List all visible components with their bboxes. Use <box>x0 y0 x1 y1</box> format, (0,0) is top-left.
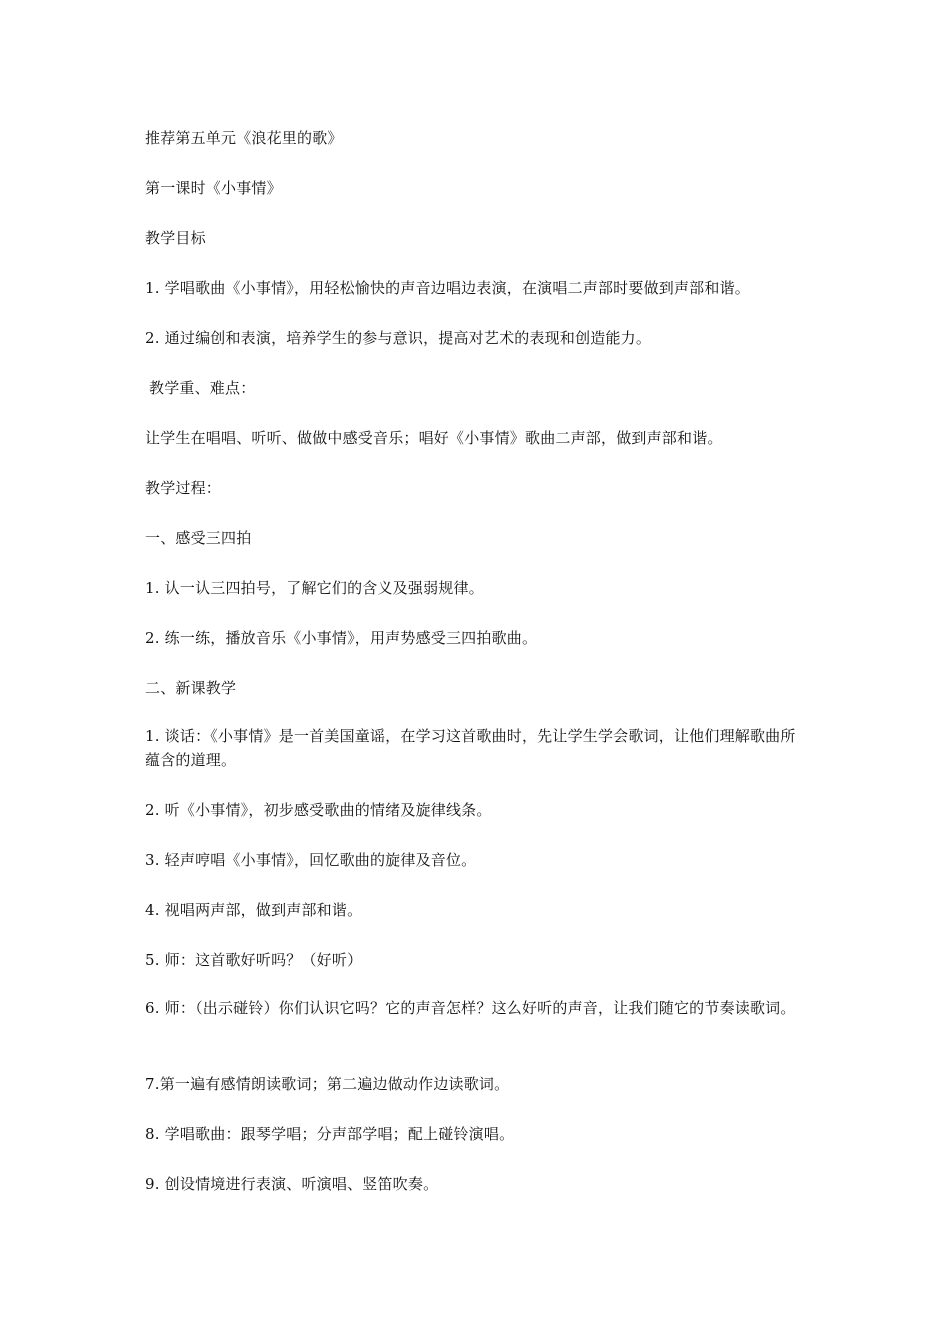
section-2-item-9: 9. 创设情境进行表演、听演唱、竖笛吹奏。 <box>145 1175 439 1193</box>
section-1-item-2: 2. 练一练，播放音乐《小事情》，用声势感受三四拍歌曲。 <box>145 629 538 647</box>
key-points-text: 让学生在唱唱、听听、做做中感受音乐；唱好《小事情》歌曲二声部，做到声部和谐。 <box>145 429 723 447</box>
lesson-title: 第一课时《小事情》 <box>145 179 282 197</box>
goal-item-1: 1. 学唱歌曲《小事情》，用轻松愉快的声音边唱边表演，在演唱二声部时要做到声部和谐。 <box>145 279 750 297</box>
section-heading-1: 一、感受三四拍 <box>145 529 252 547</box>
section-2-item-3: 3. 轻声哼唱《小事情》，回忆歌曲的旋律及音位。 <box>145 851 477 869</box>
document-title: 推荐第五单元《浪花里的歌》 <box>145 129 343 147</box>
section-2-item-7: 7.第一遍有感情朗读歌词；第二遍边做动作边读歌词。 <box>145 1075 510 1093</box>
goals-heading: 教学目标 <box>145 229 206 247</box>
section-2-item-1: 1. 谈话：《小事情》是一首美国童谣，在学习这首歌曲时，先让学生学会歌词，让他们理解歌曲所蕴含的道理。 <box>145 727 796 769</box>
process-heading: 教学过程： <box>145 479 222 497</box>
section-2-item-4: 4. 视唱两声部，做到声部和谐。 <box>145 901 363 919</box>
section-1-item-1: 1. 认一认三四拍号，了解它们的含义及强弱规律。 <box>145 579 484 597</box>
goal-item-2: 2. 通过编创和表演，培养学生的参与意识，提高对艺术的表现和创造能力。 <box>145 329 652 347</box>
section-2-item-8: 8. 学唱歌曲：跟琴学唱；分声部学唱；配上碰铃演唱。 <box>145 1125 515 1143</box>
section-2-item-5: 5. 师：这首歌好听吗？（好听） <box>145 951 363 969</box>
section-2-item-6: 6. 师：（出示碰铃）你们认识它吗？它的声音怎样？这么好听的声音，让我们随它的节奏读歌词。 <box>145 999 796 1017</box>
key-points-heading: 教学重、难点： <box>149 379 256 397</box>
section-2-item-2: 2. 听《小事情》，初步感受歌曲的情绪及旋律线条。 <box>145 801 492 819</box>
section-heading-2: 二、新课教学 <box>145 679 237 697</box>
